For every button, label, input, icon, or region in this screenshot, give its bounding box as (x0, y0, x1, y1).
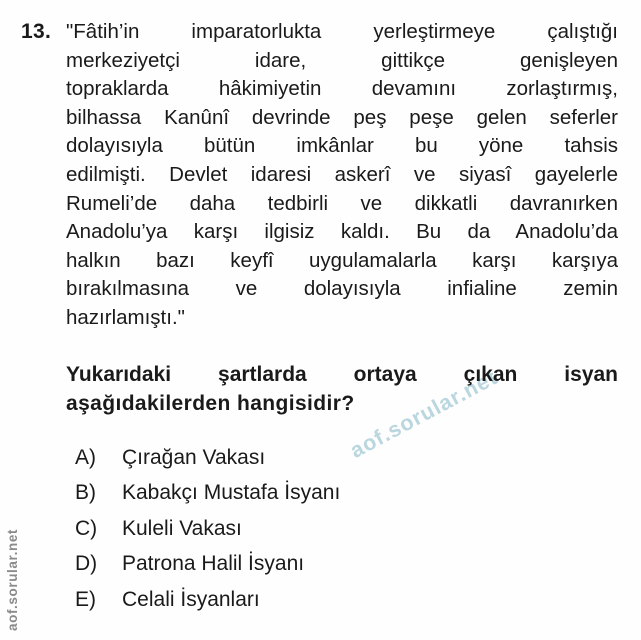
watermark-vertical: aof.sorular.net (5, 528, 20, 631)
question-stem (66, 360, 618, 418)
option-text: Celali İsyanları (122, 587, 260, 611)
passage-line: dolayısıyla bütün imkânlar bu yöne tahsis (66, 134, 618, 158)
options-list (75, 440, 340, 618)
stem-line: Yukarıdaki şartlarda ortaya çıkan isyan (66, 363, 618, 386)
option-row-a (75, 440, 340, 476)
option-text: Çırağan Vakası (122, 445, 266, 469)
option-letter: B) (75, 481, 96, 505)
passage-line: bırakılmasına ve dolayısıyla infialine zemin (66, 277, 618, 301)
option-letter: E) (75, 587, 96, 611)
option-letter: C) (75, 516, 98, 540)
option-text: Kabakçı Mustafa İsyanı (122, 481, 341, 505)
option-letter: A) (75, 445, 96, 469)
passage-line: Anadolu’ya karşı ilgisiz kaldı. Bu da Anadolu’da (66, 220, 618, 244)
watermark-diagonal: aof.sorular.net (346, 365, 502, 463)
option-row-c (75, 511, 340, 547)
option-text: Patrona Halil İsyanı (122, 552, 305, 576)
passage-line: "Fâtih’in imparatorlukta yerleştirmeye çalıştığı (66, 20, 618, 43)
option-row-d (75, 547, 340, 583)
passage-line: Rumeli’de daha tedbirli ve dikkatli davranırken (66, 191, 618, 215)
option-letter: D) (75, 552, 98, 576)
passage-line: edilmişti. Devlet idaresi askerî ve siyasî gayelerle (66, 162, 618, 186)
passage-line: merkeziyetçi idare, gittikçe genişleyen (66, 48, 618, 72)
question-number: 13. (21, 20, 52, 43)
question-passage (66, 18, 618, 333)
passage-line: hazırlamıştı." (66, 305, 185, 329)
option-row-e (75, 582, 340, 618)
passage-line: bilhassa Kanûnî devrinde peş peşe gelen seferler (66, 105, 618, 129)
passage-line: halkın bazı keyfî uygulamalarla karşı karşıya (66, 248, 618, 272)
stem-line: aşağıdakilerden hangisidir? (66, 392, 355, 415)
passage-line: topraklarda hâkimiyetin devamını zorlaştırmış, (66, 77, 618, 101)
option-row-b (75, 476, 340, 512)
option-text: Kuleli Vakası (122, 516, 242, 540)
